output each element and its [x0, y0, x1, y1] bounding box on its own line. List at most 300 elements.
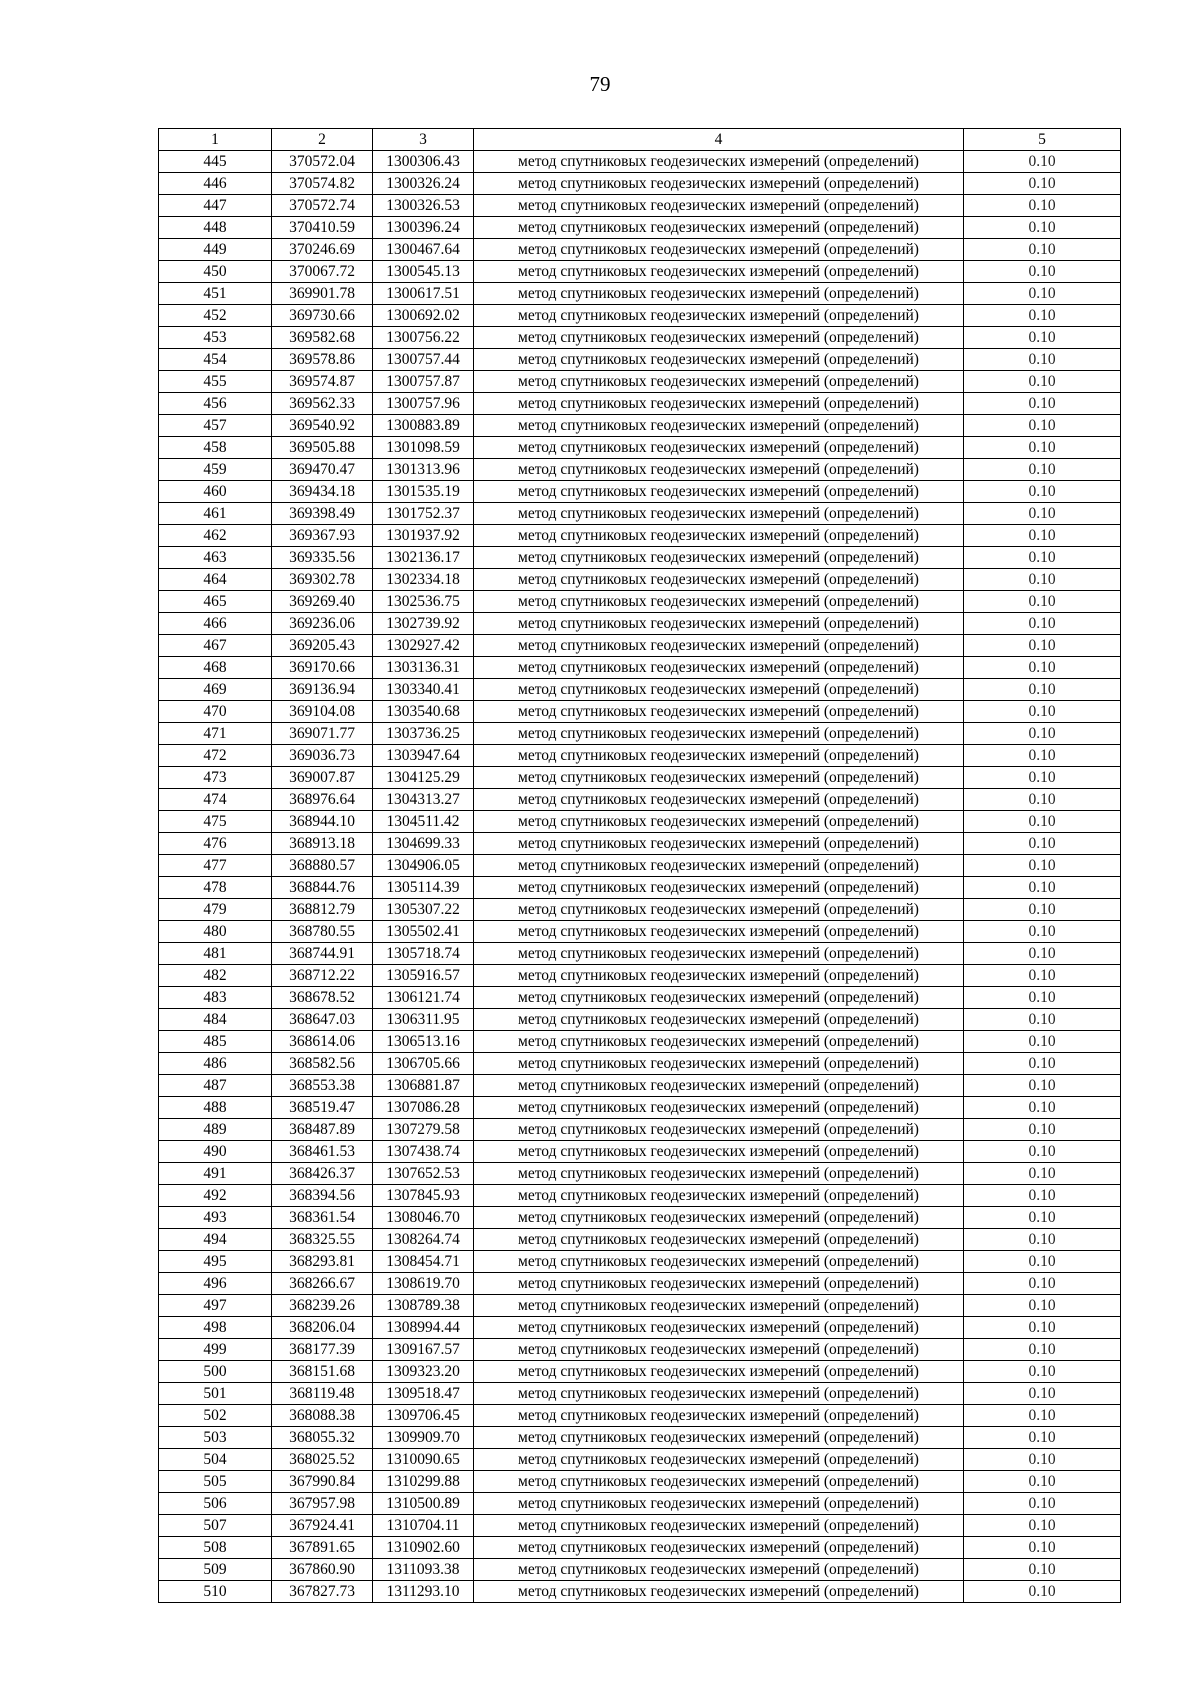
point-number-cell: 498: [159, 1317, 272, 1339]
y-coordinate-cell: 1305718.74: [373, 943, 474, 965]
x-coordinate-cell: 368239.26: [272, 1295, 373, 1317]
table-row: [159, 591, 1121, 613]
table-row: [159, 1559, 1121, 1581]
method-cell: метод спутниковых геодезических измерений (определений): [474, 1053, 964, 1075]
x-coordinate-cell: 370572.04: [272, 151, 373, 173]
method-cell: метод спутниковых геодезических измерений (определений): [474, 415, 964, 437]
method-cell: метод спутниковых геодезических измерений (определений): [474, 701, 964, 723]
table-row: [159, 195, 1121, 217]
table-header-row: [159, 129, 1121, 151]
table-row: [159, 679, 1121, 701]
method-cell: метод спутниковых геодезических измерений (определений): [474, 811, 964, 833]
x-coordinate-cell: 369398.49: [272, 503, 373, 525]
x-coordinate-cell: 368844.76: [272, 877, 373, 899]
table-row: [159, 811, 1121, 833]
point-number-cell: 454: [159, 349, 272, 371]
table-row: [159, 217, 1121, 239]
y-coordinate-cell: 1308046.70: [373, 1207, 474, 1229]
table-row: [159, 1053, 1121, 1075]
table-row: [159, 459, 1121, 481]
method-cell: метод спутниковых геодезических измерений (определений): [474, 1031, 964, 1053]
method-cell: метод спутниковых геодезических измерений (определений): [474, 261, 964, 283]
precision-cell: 0.10: [964, 1537, 1121, 1559]
table-row: [159, 1141, 1121, 1163]
method-cell: метод спутниковых геодезических измерений (определений): [474, 1559, 964, 1581]
table-row: [159, 1515, 1121, 1537]
y-coordinate-cell: 1303136.31: [373, 657, 474, 679]
point-number-cell: 500: [159, 1361, 272, 1383]
point-number-cell: 469: [159, 679, 272, 701]
table-row: [159, 1009, 1121, 1031]
y-coordinate-cell: 1303736.25: [373, 723, 474, 745]
table-row: [159, 1119, 1121, 1141]
point-number-cell: 464: [159, 569, 272, 591]
table-row: [159, 1075, 1121, 1097]
point-number-cell: 457: [159, 415, 272, 437]
method-cell: метод спутниковых геодезических измерений (определений): [474, 1119, 964, 1141]
point-number-cell: 488: [159, 1097, 272, 1119]
y-coordinate-cell: 1304313.27: [373, 789, 474, 811]
point-number-cell: 455: [159, 371, 272, 393]
method-cell: метод спутниковых геодезических измерений (определений): [474, 1229, 964, 1251]
method-cell: метод спутниковых геодезических измерений (определений): [474, 745, 964, 767]
table-row: [159, 239, 1121, 261]
y-coordinate-cell: 1300757.44: [373, 349, 474, 371]
point-number-cell: 485: [159, 1031, 272, 1053]
header-col-3: 3: [373, 129, 474, 151]
x-coordinate-cell: 368976.64: [272, 789, 373, 811]
table-row: [159, 1031, 1121, 1053]
precision-cell: 0.10: [964, 943, 1121, 965]
method-cell: метод спутниковых геодезических измерений (определений): [474, 767, 964, 789]
point-number-cell: 477: [159, 855, 272, 877]
y-coordinate-cell: 1300757.87: [373, 371, 474, 393]
x-coordinate-cell: 368880.57: [272, 855, 373, 877]
table-row: [159, 173, 1121, 195]
method-cell: метод спутниковых геодезических измерений (определений): [474, 217, 964, 239]
precision-cell: 0.10: [964, 833, 1121, 855]
point-number-cell: 491: [159, 1163, 272, 1185]
precision-cell: 0.10: [964, 745, 1121, 767]
y-coordinate-cell: 1302136.17: [373, 547, 474, 569]
y-coordinate-cell: 1310902.60: [373, 1537, 474, 1559]
precision-cell: 0.10: [964, 437, 1121, 459]
precision-cell: 0.10: [964, 1427, 1121, 1449]
point-number-cell: 490: [159, 1141, 272, 1163]
header-col-2: 2: [272, 129, 373, 151]
y-coordinate-cell: 1306311.95: [373, 1009, 474, 1031]
y-coordinate-cell: 1308994.44: [373, 1317, 474, 1339]
point-number-cell: 470: [159, 701, 272, 723]
precision-cell: 0.10: [964, 1075, 1121, 1097]
point-number-cell: 459: [159, 459, 272, 481]
y-coordinate-cell: 1300306.43: [373, 151, 474, 173]
y-coordinate-cell: 1301313.96: [373, 459, 474, 481]
x-coordinate-cell: 367957.98: [272, 1493, 373, 1515]
table-row: [159, 437, 1121, 459]
precision-cell: 0.10: [964, 569, 1121, 591]
point-number-cell: 487: [159, 1075, 272, 1097]
precision-cell: 0.10: [964, 1515, 1121, 1537]
x-coordinate-cell: 369901.78: [272, 283, 373, 305]
table-row: [159, 701, 1121, 723]
x-coordinate-cell: 370410.59: [272, 217, 373, 239]
y-coordinate-cell: 1309909.70: [373, 1427, 474, 1449]
method-cell: метод спутниковых геодезических измерений (определений): [474, 1361, 964, 1383]
method-cell: метод спутниковых геодезических измерений (определений): [474, 1537, 964, 1559]
point-number-cell: 447: [159, 195, 272, 217]
y-coordinate-cell: 1300756.22: [373, 327, 474, 349]
y-coordinate-cell: 1301098.59: [373, 437, 474, 459]
y-coordinate-cell: 1302927.42: [373, 635, 474, 657]
method-cell: метод спутниковых геодезических измерений (определений): [474, 1295, 964, 1317]
precision-cell: 0.10: [964, 1339, 1121, 1361]
x-coordinate-cell: 370246.69: [272, 239, 373, 261]
x-coordinate-cell: 368614.06: [272, 1031, 373, 1053]
precision-cell: 0.10: [964, 1141, 1121, 1163]
precision-cell: 0.10: [964, 723, 1121, 745]
precision-cell: 0.10: [964, 1009, 1121, 1031]
table-row: [159, 833, 1121, 855]
table-row: [159, 1581, 1121, 1603]
y-coordinate-cell: 1304511.42: [373, 811, 474, 833]
method-cell: метод спутниковых геодезических измерений (определений): [474, 1207, 964, 1229]
y-coordinate-cell: 1311293.10: [373, 1581, 474, 1603]
y-coordinate-cell: 1302536.75: [373, 591, 474, 613]
header-col-1: 1: [159, 129, 272, 151]
y-coordinate-cell: 1308264.74: [373, 1229, 474, 1251]
table-row: [159, 1229, 1121, 1251]
method-cell: метод спутниковых геодезических измерений (определений): [474, 327, 964, 349]
table-row: [159, 855, 1121, 877]
precision-cell: 0.10: [964, 767, 1121, 789]
method-cell: метод спутниковых геодезических измерений (определений): [474, 965, 964, 987]
precision-cell: 0.10: [964, 261, 1121, 283]
precision-cell: 0.10: [964, 547, 1121, 569]
precision-cell: 0.10: [964, 151, 1121, 173]
method-cell: метод спутниковых геодезических измерений (определений): [474, 1163, 964, 1185]
y-coordinate-cell: 1302739.92: [373, 613, 474, 635]
table-row: [159, 1427, 1121, 1449]
point-number-cell: 510: [159, 1581, 272, 1603]
y-coordinate-cell: 1300617.51: [373, 283, 474, 305]
table-row: [159, 987, 1121, 1009]
x-coordinate-cell: 368780.55: [272, 921, 373, 943]
method-cell: метод спутниковых геодезических измерений (определений): [474, 525, 964, 547]
header-col-5: 5: [964, 129, 1121, 151]
point-number-cell: 458: [159, 437, 272, 459]
table-row: [159, 151, 1121, 173]
page-number: 79: [589, 72, 611, 96]
y-coordinate-cell: 1300326.53: [373, 195, 474, 217]
y-coordinate-cell: 1309167.57: [373, 1339, 474, 1361]
x-coordinate-cell: 368361.54: [272, 1207, 373, 1229]
precision-cell: 0.10: [964, 899, 1121, 921]
x-coordinate-cell: 368461.53: [272, 1141, 373, 1163]
method-cell: метод спутниковых геодезических измерений (определений): [474, 1141, 964, 1163]
precision-cell: 0.10: [964, 1031, 1121, 1053]
method-cell: метод спутниковых геодезических измерений (определений): [474, 459, 964, 481]
x-coordinate-cell: 369236.06: [272, 613, 373, 635]
precision-cell: 0.10: [964, 371, 1121, 393]
table-row: [159, 1383, 1121, 1405]
x-coordinate-cell: 369302.78: [272, 569, 373, 591]
x-coordinate-cell: 369574.87: [272, 371, 373, 393]
point-number-cell: 475: [159, 811, 272, 833]
x-coordinate-cell: 368678.52: [272, 987, 373, 1009]
x-coordinate-cell: 368206.04: [272, 1317, 373, 1339]
precision-cell: 0.10: [964, 987, 1121, 1009]
y-coordinate-cell: 1303947.64: [373, 745, 474, 767]
table-row: [159, 1361, 1121, 1383]
table-row: [159, 1317, 1121, 1339]
table-row: [159, 327, 1121, 349]
point-number-cell: 479: [159, 899, 272, 921]
x-coordinate-cell: 369205.43: [272, 635, 373, 657]
y-coordinate-cell: 1303340.41: [373, 679, 474, 701]
y-coordinate-cell: 1300396.24: [373, 217, 474, 239]
point-number-cell: 450: [159, 261, 272, 283]
table-row: [159, 349, 1121, 371]
y-coordinate-cell: 1300467.64: [373, 239, 474, 261]
point-number-cell: 507: [159, 1515, 272, 1537]
method-cell: метод спутниковых геодезических измерений (определений): [474, 1273, 964, 1295]
point-number-cell: 445: [159, 151, 272, 173]
y-coordinate-cell: 1305114.39: [373, 877, 474, 899]
method-cell: метод спутниковых геодезических измерений (определений): [474, 1449, 964, 1471]
point-number-cell: 493: [159, 1207, 272, 1229]
point-number-cell: 492: [159, 1185, 272, 1207]
point-number-cell: 482: [159, 965, 272, 987]
precision-cell: 0.10: [964, 459, 1121, 481]
header-col-4: 4: [474, 129, 964, 151]
point-number-cell: 481: [159, 943, 272, 965]
method-cell: метод спутниковых геодезических измерений (определений): [474, 547, 964, 569]
precision-cell: 0.10: [964, 701, 1121, 723]
y-coordinate-cell: 1305307.22: [373, 899, 474, 921]
point-number-cell: 468: [159, 657, 272, 679]
x-coordinate-cell: 369007.87: [272, 767, 373, 789]
precision-cell: 0.10: [964, 591, 1121, 613]
point-number-cell: 448: [159, 217, 272, 239]
precision-cell: 0.10: [964, 1493, 1121, 1515]
y-coordinate-cell: 1307845.93: [373, 1185, 474, 1207]
precision-cell: 0.10: [964, 349, 1121, 371]
precision-cell: 0.10: [964, 1207, 1121, 1229]
point-number-cell: 473: [159, 767, 272, 789]
x-coordinate-cell: 369562.33: [272, 393, 373, 415]
precision-cell: 0.10: [964, 657, 1121, 679]
x-coordinate-cell: 369071.77: [272, 723, 373, 745]
method-cell: метод спутниковых геодезических измерений (определений): [474, 591, 964, 613]
point-number-cell: 472: [159, 745, 272, 767]
y-coordinate-cell: 1300692.02: [373, 305, 474, 327]
method-cell: метод спутниковых геодезических измерений (определений): [474, 1427, 964, 1449]
method-cell: метод спутниковых геодезических измерений (определений): [474, 635, 964, 657]
method-cell: метод спутниковых геодезических измерений (определений): [474, 1009, 964, 1031]
table-row: [159, 1405, 1121, 1427]
precision-cell: 0.10: [964, 1559, 1121, 1581]
method-cell: метод спутниковых геодезических измерений (определений): [474, 437, 964, 459]
precision-cell: 0.10: [964, 1251, 1121, 1273]
y-coordinate-cell: 1300545.13: [373, 261, 474, 283]
table-row: [159, 657, 1121, 679]
y-coordinate-cell: 1307652.53: [373, 1163, 474, 1185]
table-row: [159, 1207, 1121, 1229]
precision-cell: 0.10: [964, 1449, 1121, 1471]
method-cell: метод спутниковых геодезических измерений (определений): [474, 833, 964, 855]
point-number-cell: 463: [159, 547, 272, 569]
method-cell: метод спутниковых геодезических измерений (определений): [474, 657, 964, 679]
method-cell: метод спутниковых геодезических измерений (определений): [474, 569, 964, 591]
method-cell: метод спутниковых геодезических измерений (определений): [474, 855, 964, 877]
precision-cell: 0.10: [964, 811, 1121, 833]
precision-cell: 0.10: [964, 481, 1121, 503]
point-number-cell: 465: [159, 591, 272, 613]
point-number-cell: 480: [159, 921, 272, 943]
x-coordinate-cell: 370574.82: [272, 173, 373, 195]
table-row: [159, 1471, 1121, 1493]
y-coordinate-cell: 1309323.20: [373, 1361, 474, 1383]
y-coordinate-cell: 1308619.70: [373, 1273, 474, 1295]
table-row: [159, 1251, 1121, 1273]
table-row: [159, 1097, 1121, 1119]
precision-cell: 0.10: [964, 789, 1121, 811]
x-coordinate-cell: 368647.03: [272, 1009, 373, 1031]
table-row: [159, 547, 1121, 569]
point-number-cell: 462: [159, 525, 272, 547]
method-cell: метод спутниковых геодезических измерений (определений): [474, 349, 964, 371]
method-cell: метод спутниковых геодезических измерений (определений): [474, 1493, 964, 1515]
method-cell: метод спутниковых геодезических измерений (определений): [474, 1339, 964, 1361]
y-coordinate-cell: 1306705.66: [373, 1053, 474, 1075]
point-number-cell: 446: [159, 173, 272, 195]
table-row: [159, 371, 1121, 393]
x-coordinate-cell: 369582.68: [272, 327, 373, 349]
precision-cell: 0.10: [964, 393, 1121, 415]
point-number-cell: 456: [159, 393, 272, 415]
table-row: [159, 261, 1121, 283]
x-coordinate-cell: 369269.40: [272, 591, 373, 613]
y-coordinate-cell: 1301937.92: [373, 525, 474, 547]
precision-cell: 0.10: [964, 1405, 1121, 1427]
precision-cell: 0.10: [964, 855, 1121, 877]
x-coordinate-cell: 370572.74: [272, 195, 373, 217]
table-row: [159, 503, 1121, 525]
table-body: [159, 151, 1121, 1603]
precision-cell: 0.10: [964, 305, 1121, 327]
method-cell: метод спутниковых геодезических измерений (определений): [474, 1075, 964, 1097]
method-cell: метод спутниковых геодезических измерений (определений): [474, 1185, 964, 1207]
y-coordinate-cell: 1304699.33: [373, 833, 474, 855]
x-coordinate-cell: 369136.94: [272, 679, 373, 701]
point-number-cell: 467: [159, 635, 272, 657]
precision-cell: 0.10: [964, 1163, 1121, 1185]
precision-cell: 0.10: [964, 217, 1121, 239]
method-cell: метод спутниковых геодезических измерений (определений): [474, 1581, 964, 1603]
y-coordinate-cell: 1309518.47: [373, 1383, 474, 1405]
x-coordinate-cell: 368055.32: [272, 1427, 373, 1449]
point-number-cell: 495: [159, 1251, 272, 1273]
y-coordinate-cell: 1306881.87: [373, 1075, 474, 1097]
point-number-cell: 506: [159, 1493, 272, 1515]
point-number-cell: 496: [159, 1273, 272, 1295]
method-cell: метод спутниковых геодезических измерений (определений): [474, 789, 964, 811]
precision-cell: 0.10: [964, 1471, 1121, 1493]
y-coordinate-cell: 1310299.88: [373, 1471, 474, 1493]
x-coordinate-cell: 368519.47: [272, 1097, 373, 1119]
y-coordinate-cell: 1309706.45: [373, 1405, 474, 1427]
x-coordinate-cell: 368025.52: [272, 1449, 373, 1471]
x-coordinate-cell: 369104.08: [272, 701, 373, 723]
method-cell: метод спутниковых геодезических измерений (определений): [474, 305, 964, 327]
point-number-cell: 489: [159, 1119, 272, 1141]
precision-cell: 0.10: [964, 1295, 1121, 1317]
x-coordinate-cell: 369470.47: [272, 459, 373, 481]
table-row: [159, 943, 1121, 965]
y-coordinate-cell: 1303540.68: [373, 701, 474, 723]
precision-cell: 0.10: [964, 1361, 1121, 1383]
table-row: [159, 745, 1121, 767]
method-cell: метод спутниковых геодезических измерений (определений): [474, 173, 964, 195]
precision-cell: 0.10: [964, 613, 1121, 635]
table-row: [159, 723, 1121, 745]
y-coordinate-cell: 1307279.58: [373, 1119, 474, 1141]
precision-cell: 0.10: [964, 1185, 1121, 1207]
x-coordinate-cell: 368426.37: [272, 1163, 373, 1185]
table-row: [159, 481, 1121, 503]
y-coordinate-cell: 1307438.74: [373, 1141, 474, 1163]
point-number-cell: 461: [159, 503, 272, 525]
precision-cell: 0.10: [964, 635, 1121, 657]
y-coordinate-cell: 1306121.74: [373, 987, 474, 1009]
x-coordinate-cell: 368266.67: [272, 1273, 373, 1295]
point-number-cell: 478: [159, 877, 272, 899]
table-row: [159, 1185, 1121, 1207]
y-coordinate-cell: 1305502.41: [373, 921, 474, 943]
precision-cell: 0.10: [964, 283, 1121, 305]
point-number-cell: 509: [159, 1559, 272, 1581]
y-coordinate-cell: 1308789.38: [373, 1295, 474, 1317]
precision-cell: 0.10: [964, 1053, 1121, 1075]
y-coordinate-cell: 1306513.16: [373, 1031, 474, 1053]
precision-cell: 0.10: [964, 1383, 1121, 1405]
x-coordinate-cell: 367860.90: [272, 1559, 373, 1581]
table-row: [159, 1537, 1121, 1559]
method-cell: метод спутниковых геодезических измерений (определений): [474, 987, 964, 1009]
y-coordinate-cell: 1301752.37: [373, 503, 474, 525]
point-number-cell: 486: [159, 1053, 272, 1075]
x-coordinate-cell: 368394.56: [272, 1185, 373, 1207]
precision-cell: 0.10: [964, 1097, 1121, 1119]
y-coordinate-cell: 1300326.24: [373, 173, 474, 195]
point-number-cell: 499: [159, 1339, 272, 1361]
precision-cell: 0.10: [964, 503, 1121, 525]
x-coordinate-cell: 368487.89: [272, 1119, 373, 1141]
precision-cell: 0.10: [964, 415, 1121, 437]
table-row: [159, 899, 1121, 921]
point-number-cell: 451: [159, 283, 272, 305]
precision-cell: 0.10: [964, 965, 1121, 987]
y-coordinate-cell: 1302334.18: [373, 569, 474, 591]
y-coordinate-cell: 1304125.29: [373, 767, 474, 789]
point-number-cell: 501: [159, 1383, 272, 1405]
x-coordinate-cell: 368913.18: [272, 833, 373, 855]
point-number-cell: 508: [159, 1537, 272, 1559]
x-coordinate-cell: 368812.79: [272, 899, 373, 921]
x-coordinate-cell: 370067.72: [272, 261, 373, 283]
x-coordinate-cell: 369367.93: [272, 525, 373, 547]
